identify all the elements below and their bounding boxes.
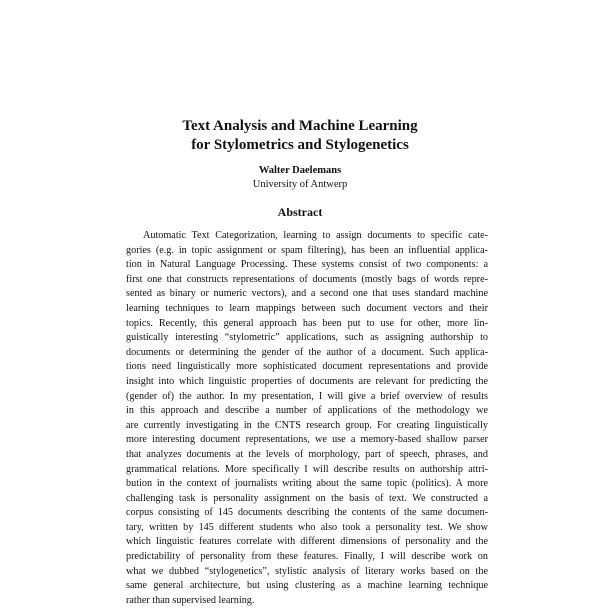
abstract-line: topics. Recently, this general approach has been put to use for other, more lin- — [126, 317, 488, 329]
abstract-line: predictability of personality from these features. Finally, I will describe work on — [126, 551, 488, 563]
abstract-line: bution in the context of journalists writing about the same topic (politics). A more — [126, 478, 488, 490]
abstract-line: tion in Natural Language Processing. These systems consist of two components: a — [126, 259, 488, 271]
author-affiliation: University of Antwerp — [252, 179, 348, 190]
abstract-line: in this approach and describe a number of applications of the methodology we — [126, 405, 488, 417]
abstract-line: what we dubbed “stylogenetics”, stylistic analysis of literary works based on the — [126, 565, 488, 577]
abstract-line: which linguistic features correlate with different dimensions of personality and the — [126, 536, 488, 548]
abstract-line: first one that constructs representations of documents (mostly bags of words repre- — [126, 273, 488, 285]
abstract-body — [126, 229, 488, 608]
abstract-line: guistically interesting “stylometric” applications, such as assigning authorship to — [126, 332, 488, 344]
author-name: Walter Daelemans — [258, 165, 342, 176]
paper-title — [0, 117, 600, 155]
abstract-line: challenging task is personality assignment on the basis of text. We constructed a — [126, 492, 488, 504]
abstract-line: tary, written by 145 different students who also took a personality test. We show — [126, 521, 488, 533]
abstract-line: (gender of) the author. In my presentation, I will give a brief overview of results — [126, 390, 488, 402]
author-block — [0, 164, 600, 192]
abstract-line: same general architecture, but using clustering as a machine learning technique — [126, 580, 488, 592]
abstract-line: tions need linguistically more sophisticated document representations and provide — [126, 361, 488, 373]
abstract-line: are currently investigating in the CNTS research group. For creating linguistically — [126, 419, 488, 431]
abstract-line: that analyzes documents at the levels of morphology, part of speech, phrases, and — [126, 448, 488, 460]
abstract-line: documents or determining the gender of the author of a document. Such applica- — [126, 346, 488, 358]
abstract-line: more interesting document representations, we use a memory-based shallow parser — [126, 434, 488, 446]
abstract-heading: Abstract — [277, 205, 323, 219]
abstract-line: Automatic Text Categorization, learning to assign documents to specific cate- — [143, 230, 488, 241]
abstract-line: sented as binary or numeric vectors), and a second one that uses standard machine — [126, 288, 488, 300]
abstract-line: grammatical relations. More specifically I will describe results on authorship attri- — [126, 463, 488, 475]
title-line-2: for Stylometrics and Stylogenetics — [191, 137, 409, 153]
abstract-line: corpus consisting of 145 documents describing the contents of the same documen- — [126, 507, 488, 519]
abstract-line: gories (e.g. in topic assignment or spam filtering), has been an influential applica- — [126, 244, 488, 256]
abstract-line: insight into which linguistic properties of documents are relevant for predicting the — [126, 375, 488, 387]
abstract-line: learning techniques to learn mappings between such document vectors and their — [126, 302, 488, 314]
title-line-1: Text Analysis and Machine Learning — [182, 118, 418, 134]
abstract-line: rather than supervised learning. — [126, 594, 255, 606]
